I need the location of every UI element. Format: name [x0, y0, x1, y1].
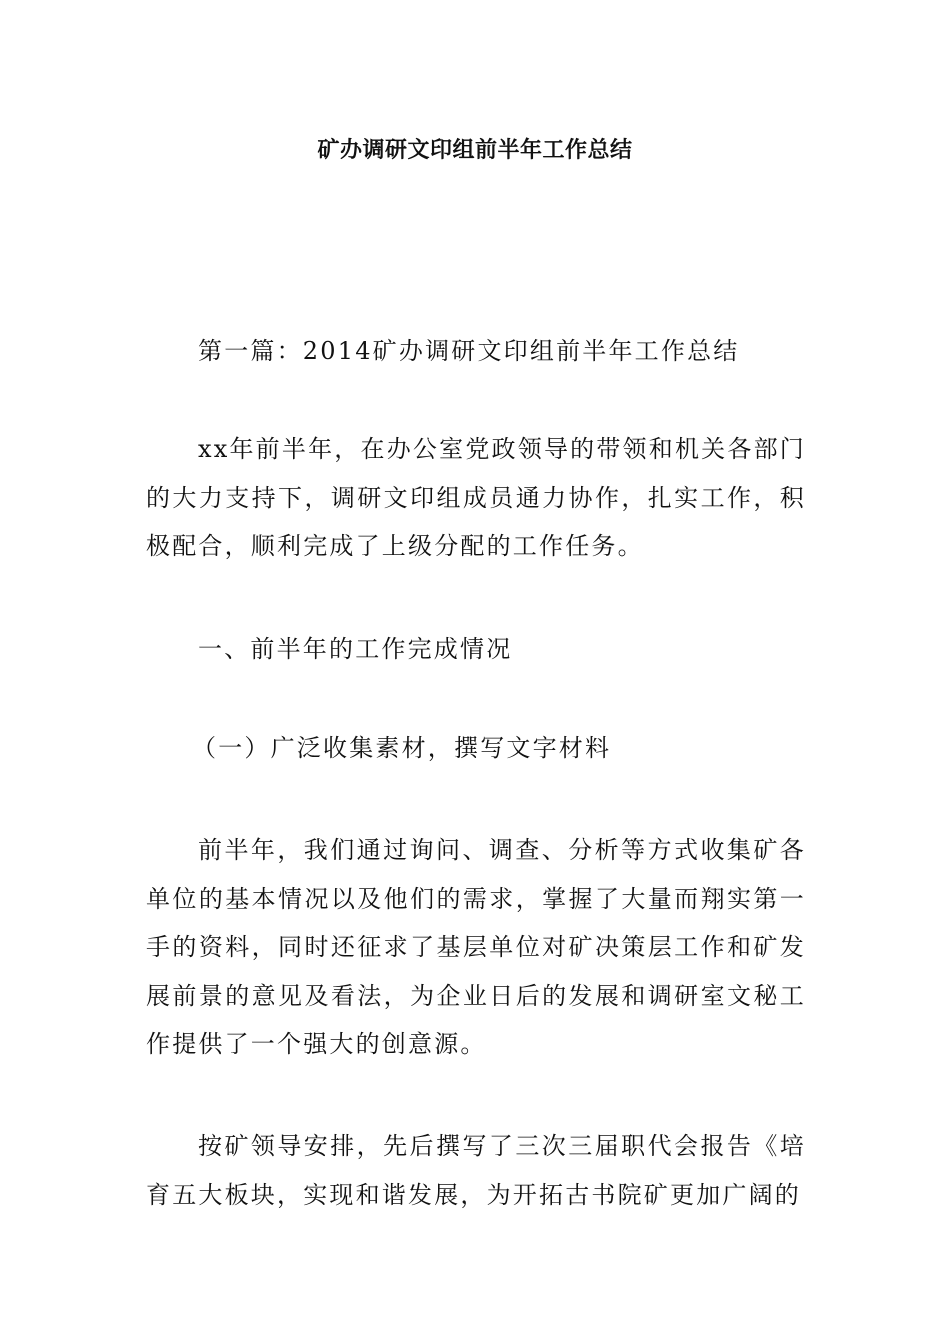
section-heading-work-completion: 一、前半年的工作完成情况 [198, 635, 513, 663]
body-paragraph-research: 前半年，我们通过询问、调查、分析等方式收集矿各单位的基本情况以及他们的需求，掌握了大量而翔实第一手的资料，同时还征求了基层单位对矿决策层工作和矿发展前景的意见及看法，为企业日后的发展和调研室文秘工作提供了一个强大的创意源。 [146, 836, 806, 1058]
subsection-heading-materials: （一）广泛收集素材，撰写文字材料 [192, 734, 612, 762]
section-heading-first-article: 第一篇：2014矿办调研文印组前半年工作总结 [198, 337, 740, 365]
body-paragraph-reports: 按矿领导安排，先后撰写了三次三届职代会报告《培育五大板块，实现和谐发展，为开拓古书院矿更加广阔的 [146, 1132, 806, 1209]
intro-paragraph: xx年前半年，在办公室党政领导的带领和机关各部门的大力支持下，调研文印组成员通力协作，扎实工作，积极配合，顺利完成了上级分配的工作任务。 [146, 435, 806, 560]
document-title: 矿办调研文印组前半年工作总结 [317, 138, 633, 163]
